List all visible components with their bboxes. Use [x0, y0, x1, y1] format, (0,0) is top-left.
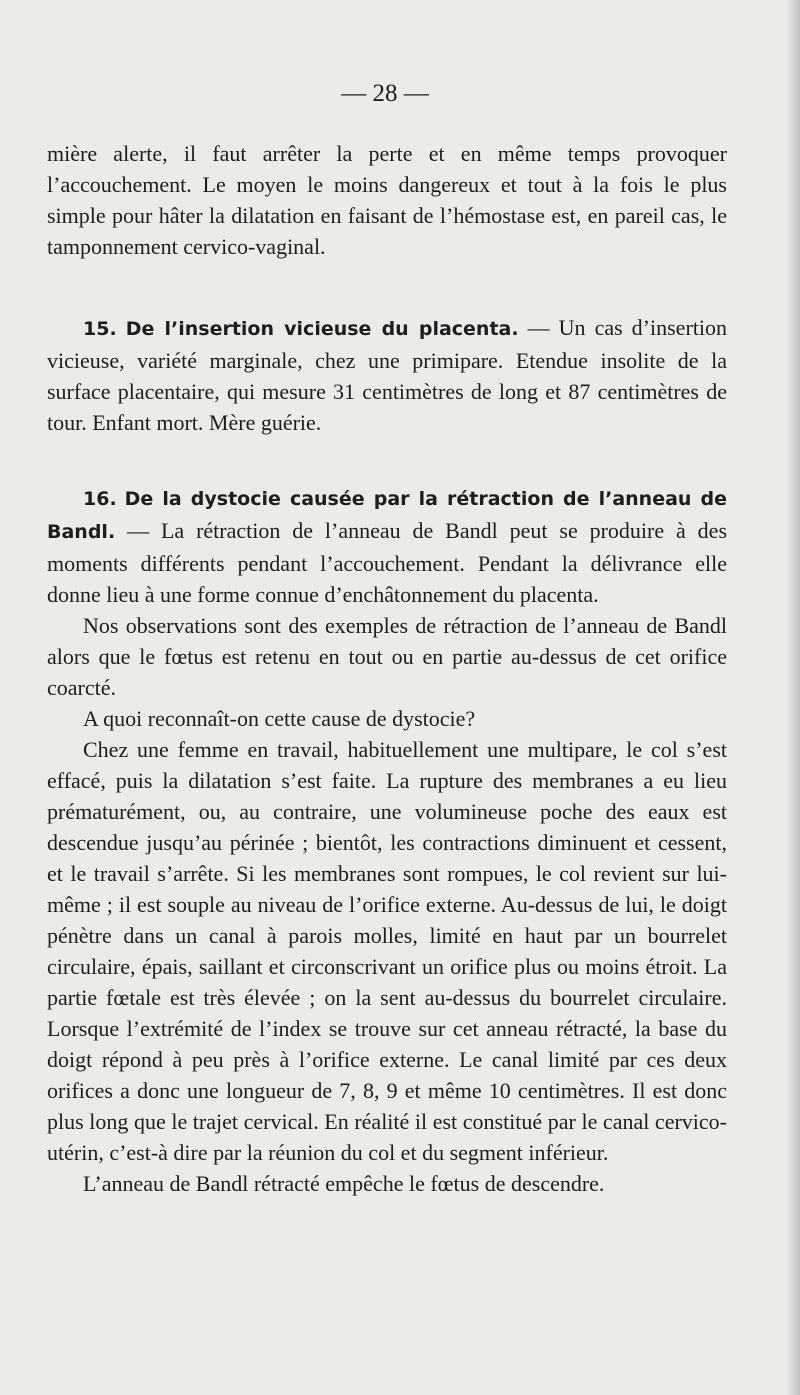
paragraph: Nos observations sont des exemples de rétraction de l’anneau de Bandl alors que le fœtus est retenu en tout ou en partie au-dessus de cet orifice coarcté.: [47, 613, 727, 700]
section-15-heading: De l’insertion vicieuse du placenta.: [125, 318, 519, 340]
section-16-number: 16.: [83, 488, 117, 510]
section-15-paragraph: [47, 312, 727, 438]
section-16-paragraph: [47, 482, 727, 610]
section-15: [47, 312, 727, 438]
page-number: — 28 —: [341, 80, 429, 107]
section-15-text: — Un cas d’insertion vicieuse, variété marginale, chez une primipare. Etendue insolite de la surface placentaire, qui mesure 31 centimètres de long et 87 centimètres de tour. Enfant mort. Mère guérie.: [47, 315, 728, 435]
section-16-text: — La rétraction de l’anneau de Bandl peut se produire à des moments différents pendant l’accouchement. Pendant la délivrance elle donne lieu à une forme connue d’enchâtonnement du placenta.: [47, 518, 728, 607]
paragraph: Chez une femme en travail, habituellement une multipare, le col s’est effacé, puis la dilatation s’est faite. La rupture des membranes a eu lieu prématurément, ou, au contraire, une volumineuse poche des eaux est descendue jusqu’au périnée ; bientôt, les contractions diminuent et cessent, et le travail s’arrête. Si les membranes sont rompues, le col revient sur lui-même ; il est souple au niveau de l’orifice externe. Au-dessus de lui, le doigt pénètre dans un canal à parois molles, limité en haut par un bourrelet circulaire, épais, saillant et circonscrivant un orifice plus ou moins étroit. La partie fœtale est très élevée ; on la sent au-dessus du bourrelet circulaire. Lorsque l’extrémité de l’index se trouve sur cet anneau rétracté, la base du doigt répond à peu près à l’orifice externe. Le canal limité par ces deux orifices a donc une longueur de 7, 8, 9 et même 10 centimètres. Il est donc plus long que le trajet cervical. En réalité il est constitué par le canal cervico-utérin, c’est-à dire par la réunion du col et du segment inférieur.: [47, 737, 727, 1165]
section-16-heading: De la dystocie causée par la rétraction de l’anneau de Bandl.: [47, 488, 728, 543]
paragraph: mière alerte, il faut arrêter la perte et en même temps provoquer l’accouchement. Le moyen le moins dangereux et tout à la fois le plus simple pour hâter la dilatation en faisant de l’hémostase est, en pareil cas, le tamponnement cervico-vaginal.: [47, 141, 727, 259]
paragraph: A quoi reconnaît-on cette cause de dystocie?: [83, 706, 476, 731]
section-15-number: 15.: [83, 318, 117, 340]
section-16: [47, 482, 727, 1199]
opening-paragraph-block: [47, 138, 727, 262]
paragraph: L’anneau de Bandl rétracté empêche le fœtus de descendre.: [83, 1171, 605, 1196]
